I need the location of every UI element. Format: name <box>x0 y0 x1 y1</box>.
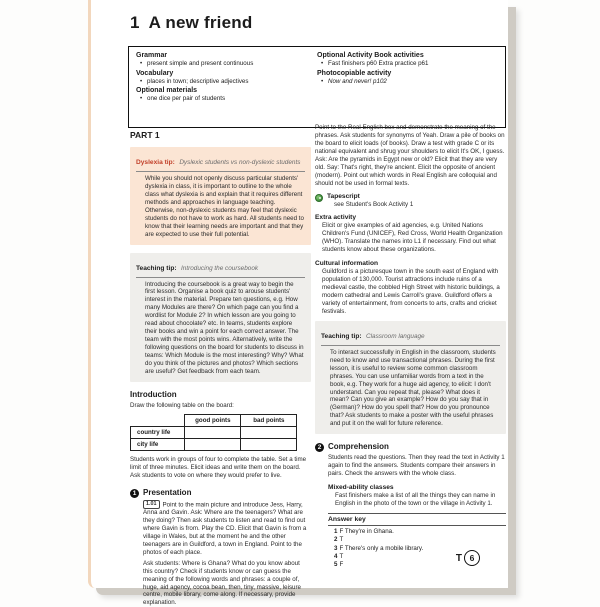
right-column <box>315 124 506 570</box>
teaching-tip-classroom-header <box>321 325 500 346</box>
cultural-information-body: Guildford is a picturesque town in the south east of England with population of 130,000. Tourist attractions include ruins of a medieval castle, the cobbled High Street with historic buildings, a modern cathedral and Lewis Carroll's grave. Guildford offers a variety of entertainment, from concerts to arts, crafts and cricket festivals. <box>315 268 506 316</box>
unit-overview-box <box>128 46 506 128</box>
presentation-heading: Presentation <box>143 488 311 497</box>
unit-number: 1 <box>130 13 140 32</box>
dyslexia-tip-label: Dyslexia tip: <box>136 159 175 166</box>
table-empty-cell <box>241 426 297 438</box>
teaching-tip-classroom-label: Teaching tip: <box>321 333 362 340</box>
introduction-heading: Introduction <box>130 390 311 399</box>
optional-materials-item: • one dice per pair of students <box>136 95 317 103</box>
tapescript-section <box>315 193 506 209</box>
answer-key-item: 2 T <box>328 536 506 544</box>
answer-key-item: 1 F They're in Ghana. <box>328 528 506 536</box>
photocopiable-heading: Photocopiable activity <box>317 69 498 78</box>
tapescript-content <box>327 193 413 209</box>
mixed-ability-body: Fast finishers make a list of all the things they can name in English in the photo of the town or the village in Activity 1. <box>328 492 506 508</box>
overview-left-column <box>136 51 317 122</box>
table-row <box>131 426 297 438</box>
page-number-badge: 6 <box>464 550 480 566</box>
extra-activity-body: Elicit or give examples of aid agencies, e.g. United Nations Children's Fund (UNICEF), Red Cross, World Health Organization (WHO). Translate the names into L1 if necessary. Find out what students know about these organizations. <box>315 222 506 254</box>
left-column <box>130 130 311 607</box>
table-empty-cell <box>185 438 241 450</box>
comprehension-heading: Comprehension <box>328 442 506 451</box>
teaching-tip-classroom-title: Classroom language <box>366 333 425 340</box>
answer-key-item: 3 F There's only a mobile library. <box>328 545 506 553</box>
table-header-good-points: good points <box>185 414 241 426</box>
photocopiable-item: • Now and never! p102 <box>317 78 498 86</box>
presentation-section <box>130 488 311 607</box>
comprehension-body: Students read the questions. Then they read the text in Activity 1 again to find the answers. Students compare their answers in pairs. Check the answers with the whole class. <box>328 454 506 478</box>
teaching-tip-coursebook-box <box>130 253 311 382</box>
table-corner-cell <box>131 414 185 426</box>
table-row <box>131 438 297 450</box>
grammar-item: • present simple and present continuous <box>136 60 317 68</box>
row-label-country-life: country life <box>131 426 185 438</box>
table-header-bad-points: bad points <box>241 414 297 426</box>
teaching-tip-title: Introducing the coursebook <box>181 265 258 272</box>
dyslexia-tip-body: While you should not openly discuss particular students' dyslexia in class, it is important to outline to the whole class what dyslexia is and explain that it requires different methods and approaches in language teaching. Otherwise, non-dyslexic students may feel that dyslexic students do not have to work as hard. All students need to know that their learning needs are important and that they are expected to use their full potential. <box>136 175 305 239</box>
table-empty-cell <box>185 426 241 438</box>
section-number-badge: 2 <box>315 443 324 452</box>
page-title <box>130 13 252 33</box>
presentation-para-1: 1.01 Point to the main picture and introduce Jess, Harry, Anna and Gavin. Ask: Where are the teenagers? What are they doing? Then ask students to listen and read to find out where Gavin is from. Play the CD. Elicit that Gavin is from a village in Wales, but at the moment he and the other teenagers are in Guildford, a town in England. Point to the photos of each place. <box>143 500 311 557</box>
section-number-badge: 1 <box>130 489 139 498</box>
audio-track-icon: 1.01 <box>143 500 160 510</box>
table-empty-cell <box>241 438 297 450</box>
board-table <box>130 414 297 451</box>
overview-right-column <box>317 51 498 122</box>
unit-title-text: A new friend <box>149 13 253 32</box>
part-1-heading: PART 1 <box>130 130 311 140</box>
bullet-icon: • <box>140 60 142 68</box>
row-label-city-life: city life <box>131 438 185 450</box>
answer-key-heading: Answer key <box>328 516 506 526</box>
dyslexia-tip-box <box>130 147 311 245</box>
cultural-information-heading: Cultural information <box>315 260 506 267</box>
activity-book-item: • Fast finishers p60 Extra practice p61 <box>317 60 498 68</box>
dyslexia-tip-header <box>136 151 305 172</box>
introduction-lead: Draw the following table on the board: <box>130 402 311 410</box>
answer-key-item: 4 T <box>328 553 506 561</box>
vocabulary-heading: Vocabulary <box>136 69 317 78</box>
tapescript-note: see Student's Book Activity 1 <box>327 201 413 209</box>
teacher-page-prefix: T <box>456 553 462 564</box>
teaching-tip-header <box>136 257 305 278</box>
page-footer <box>456 550 480 566</box>
teaching-tip-classroom-box <box>315 321 506 434</box>
real-english-paragraph: Point to the Real English box and demonstrate the meaning of the phrases. Ask students for synonyms of Yeah. Draw a pile of books on the board to elicit loads (of books). Draw a test with grade C or its national equivalent and shrug your shoulders to elicit It's OK, I guess. Ask: Are the pyramids in Egypt new or old? Elicit that they are very old. Say: That's right, they're ancient. Elicit the opposite of ancient (modern). Point out which words in Real English are colloquial and should not be used in formal texts. <box>315 124 506 188</box>
grammar-heading: Grammar <box>136 51 317 60</box>
bullet-icon: • <box>321 78 323 86</box>
bullet-icon: • <box>140 78 142 86</box>
activity-book-heading: Optional Activity Book activities <box>317 51 498 60</box>
extra-activity-heading: Extra activity <box>315 214 506 221</box>
teaching-tip-body: Introducing the coursebook is a great way to begin the first lesson. Organise a book quiz to arouse students' interest in the material. Prepare ten questions, e.g. How many Modules are there? On which page can you find a wordlist for Module 2? In which lesson are you going to read about chocolate? etc. In teams, students explore their books and win a point for each correct answer. The team with the most points wins. Alternatively, write the following questions on the board for students to discuss in teams: Which Module is the most interesting? Why? What do you think of the pictures and photos? Which sections are useful? Get feedback from each team. <box>136 281 305 376</box>
bullet-icon: • <box>321 60 323 68</box>
teaching-tip-classroom-body: To interact successfully in English in the classroom, students need to know and use transactional phrases. During the first lesson, it is useful to review some common classroom phrases. You can use unfamiliar words from a text in the book, e.g. They work for a huge aid agency, to elicit: I don't understand. Can you repeat that, please? What does it mean? Can you give an example? How do you say that in (German)? How do you spell that? How do you pronounce that? Ask students to make a poster with the useful phrases and put it on the wall for future reference. <box>321 349 500 428</box>
optional-materials-heading: Optional materials <box>136 86 317 95</box>
bullet-icon: • <box>140 95 142 103</box>
answer-key-item: 5 F <box>328 561 506 569</box>
mixed-ability-heading: Mixed-ability classes <box>328 484 506 491</box>
dyslexia-tip-title: Dyslexic students vs non-dyslexic students <box>179 159 300 166</box>
introduction-after-table: Students work in groups of four to complete the table. Set a time limit of three minutes. Elicit ideas and write them on the board. Ask students to vote on where they would prefer to live. <box>130 456 311 480</box>
presentation-para-2: Ask students: Where is Ghana? What do you know about this country? Check if students know or can guess the meaning of the following words and phrases: a couple of, huge, aid agency, cocoa bean, then, tiny, massive, leisure centre, mobile library, come along. If necessary, provide explanation. <box>143 560 311 607</box>
audio-cd-icon <box>315 194 323 202</box>
tapescript-heading: Tapescript <box>327 193 413 200</box>
teaching-tip-label: Teaching tip: <box>136 265 177 272</box>
vocabulary-item: • places in town; descriptive adjectives <box>136 78 317 86</box>
teacher-book-page <box>88 0 508 588</box>
presentation-content <box>143 488 311 607</box>
